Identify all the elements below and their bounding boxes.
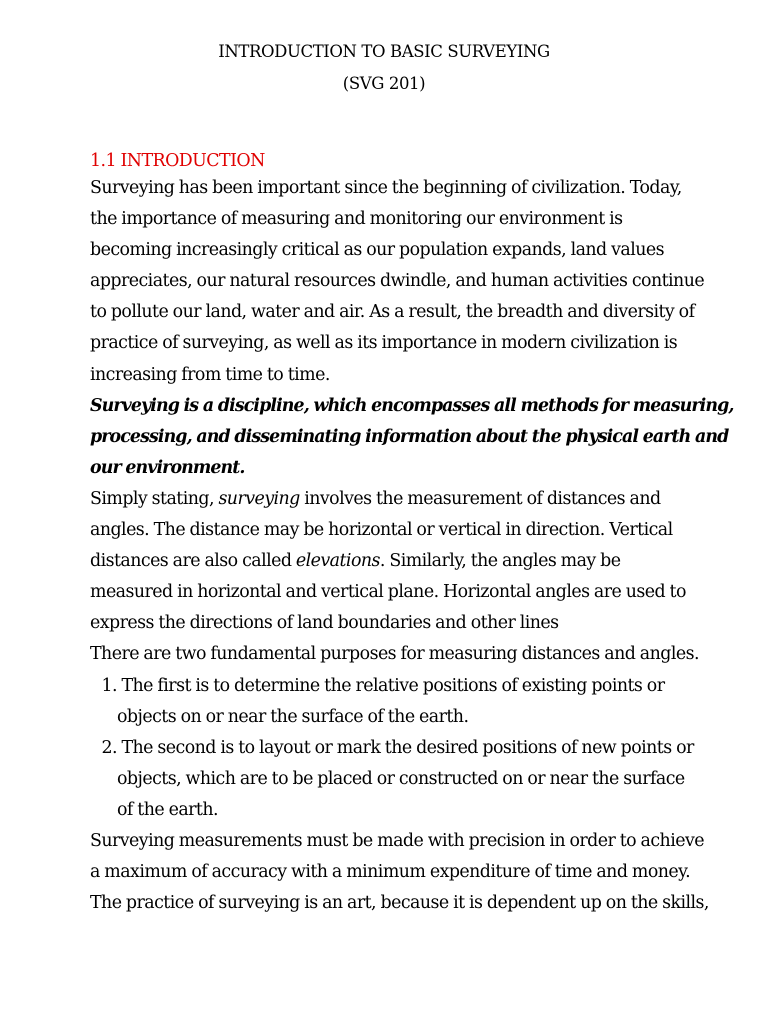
- list-number: 2.: [101, 737, 117, 758]
- text-line: becoming increasingly critical as our population expands, land values: [90, 240, 664, 261]
- list-text: objects, which are to be placed or constructed on or near the surface: [117, 768, 685, 789]
- list-item-line: [90, 733, 694, 764]
- text-line: to pollute our land, water and air. As a result, the breadth and diversity of: [90, 302, 695, 323]
- list-text: objects on or near the surface of the earth.: [117, 706, 469, 727]
- text-line: appreciates, our natural resources dwindle, and human activities continue: [90, 271, 705, 292]
- list-item-line: [90, 671, 690, 702]
- text-line: Surveying measurements must be made with precision in order to achieve: [90, 830, 704, 851]
- text-line: [90, 484, 690, 515]
- emphasis-surveying: surveying: [218, 488, 300, 509]
- surveying-paragraph: [90, 484, 690, 639]
- definition-line: Surveying is a discipline, which encompasses all methods for measuring,: [90, 395, 734, 416]
- purposes-intro: There are two fundamental purposes for measuring distances and angles.: [90, 644, 699, 665]
- text-line: Surveying has been important since the beginning of civilization. Today,: [90, 178, 682, 198]
- list-item-line: [90, 764, 690, 795]
- text-line: measured in horizontal and vertical plane. Horizontal angles are used to: [90, 582, 686, 603]
- list-text: of the earth.: [117, 799, 218, 820]
- list-item: [90, 733, 694, 826]
- document-body: [90, 149, 734, 919]
- definition-paragraph: [90, 391, 734, 484]
- text-fragment: Simply stating,: [90, 488, 219, 509]
- section-heading: 1.1 INTRODUCTION: [90, 151, 265, 171]
- document-title: INTRODUCTION TO BASIC SURVEYING: [218, 42, 550, 61]
- text-fragment: involves the measurement of distances and: [299, 488, 661, 509]
- text-line: the importance of measuring and monitoring our environment is: [90, 209, 623, 230]
- list-item-line: [90, 702, 690, 733]
- text-line: angles. The distance may be horizontal or vertical in direction. Vertical: [90, 520, 673, 541]
- list-item: [90, 671, 690, 733]
- text-fragment: distances are also called: [90, 551, 296, 572]
- text-line: express the directions of land boundaries and other lines: [90, 613, 559, 634]
- list-text: The second is to layout or mark the desired positions of new points or: [121, 737, 694, 758]
- course-code: (SVG 201): [342, 74, 426, 93]
- list-item-line: [90, 795, 690, 826]
- emphasis-elevations: elevations: [295, 551, 380, 572]
- text-line: [90, 546, 690, 577]
- text-line: increasing from time to time.: [90, 364, 330, 385]
- text-fragment: . Similarly, the angles may be: [379, 551, 621, 572]
- definition-line: processing, and disseminating information about the physical earth and: [90, 426, 729, 447]
- purposes-list: [90, 671, 694, 826]
- list-text: The first is to determine the relative positions of existing points or: [121, 675, 665, 696]
- text-line: a maximum of accuracy with a minimum expenditure of time and money.: [90, 862, 691, 883]
- precision-paragraph: [90, 826, 709, 919]
- definition-line: our environment.: [90, 457, 245, 478]
- intro-paragraph: [90, 173, 705, 391]
- text-line: practice of surveying, as well as its importance in modern civilization is: [90, 333, 678, 354]
- text-line: The practice of surveying is an art, because it is dependent up on the skills,: [90, 893, 709, 914]
- list-number: 1.: [101, 675, 117, 696]
